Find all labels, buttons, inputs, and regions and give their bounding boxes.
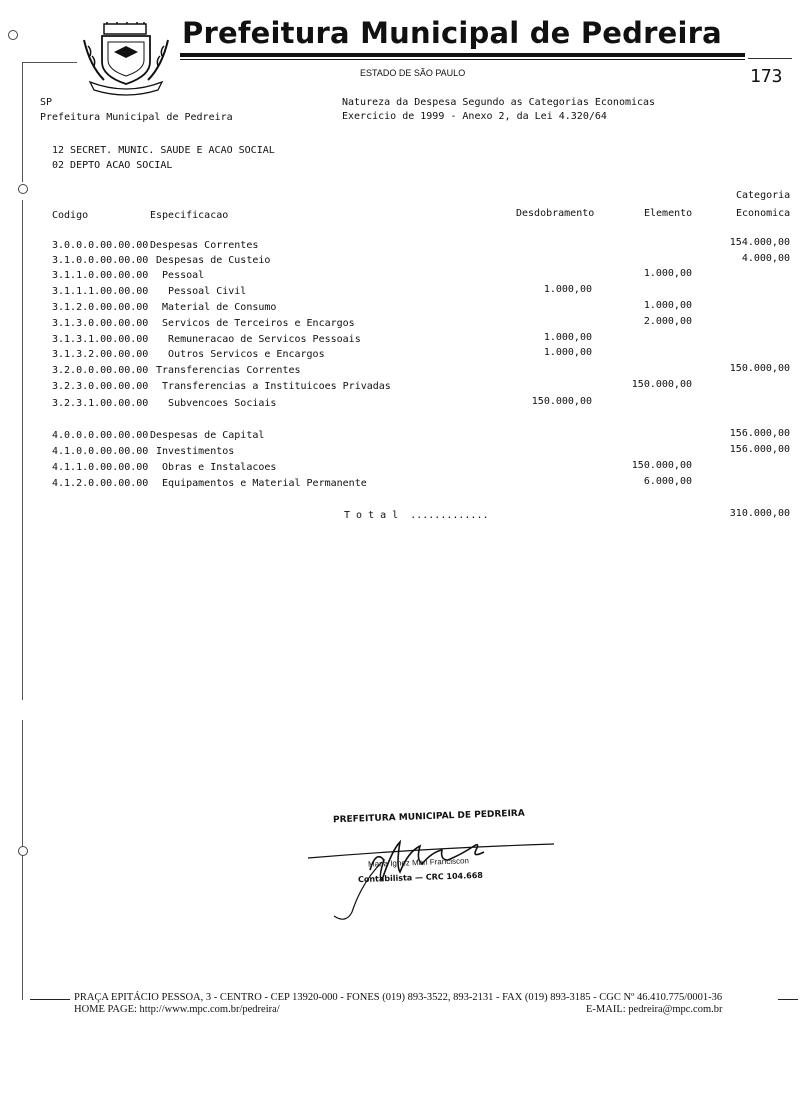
footer-rule-right [778, 999, 798, 1000]
entity-name: Prefeitura Municipal de Pedreira [40, 112, 233, 123]
row-spec: Despesas de Custeio [150, 255, 271, 266]
row-breakdown: 1.000,00 [543, 347, 592, 358]
row-code: 3.0.0.0.00.00.00 [52, 240, 149, 251]
state-code: SP [40, 97, 53, 108]
footer-homepage: HOME PAGE: http://www.mpc.com.br/pedreira/ [74, 1004, 280, 1015]
margin-line [22, 62, 23, 182]
row-spec: Servicos de Terceiros e Encargos [150, 318, 355, 329]
row-spec: Equipamentos e Material Permanente [150, 478, 367, 489]
row-code: 3.1.3.1.00.00.00 [52, 334, 149, 345]
margin-line [22, 720, 23, 1000]
punch-hole [18, 846, 28, 856]
column-header-breakdown: Desdobramento [516, 208, 595, 219]
budget-unit: 12 SECRET. MUNIC. SAUDE E ACAO SOCIAL [52, 145, 275, 156]
row-code: 3.2.3.1.00.00.00 [52, 398, 149, 409]
footer-rule-left [30, 999, 70, 1000]
column-header-category: Categoria [736, 190, 791, 201]
margin-line [22, 200, 23, 700]
margin-bracket [22, 62, 77, 63]
signatory-role: Contabilista — CRC 104.668 [357, 870, 484, 885]
column-header-element: Elemento [644, 208, 693, 219]
row-element: 150.000,00 [631, 460, 692, 471]
punch-hole [8, 30, 18, 40]
row-code: 4.1.2.0.00.00.00 [52, 478, 149, 489]
row-spec: Despesas Correntes [150, 240, 259, 251]
row-code: 3.1.2.0.00.00.00 [52, 302, 149, 313]
row-spec: Obras e Instalacoes [150, 462, 277, 473]
row-code: 3.1.1.1.00.00.00 [52, 286, 149, 297]
row-code: 3.1.1.0.00.00.00 [52, 270, 149, 281]
row-category: 150.000,00 [729, 363, 790, 374]
page-title: Prefeitura Municipal de Pedreira [182, 16, 722, 50]
row-spec: Pessoal Civil [150, 286, 247, 297]
total-value: 310.000,00 [729, 508, 790, 519]
row-element: 1.000,00 [643, 300, 692, 311]
row-spec: Subvencoes Sociais [150, 398, 277, 409]
row-spec: Transferencias Correntes [150, 365, 301, 376]
row-code: 3.2.3.0.00.00.00 [52, 381, 149, 392]
row-spec: Pessoal [150, 270, 205, 281]
column-header-spec: Especificacao [150, 210, 229, 221]
row-code: 4.1.0.0.00.00.00 [52, 446, 149, 457]
row-spec: Transferencias a Instituicoes Privadas [150, 381, 391, 392]
state-label: ESTADO DE SÃO PAULO [360, 68, 466, 78]
row-code: 3.1.0.0.00.00.00 [52, 255, 149, 266]
row-spec: Outros Servicos e Encargos [150, 349, 325, 360]
row-spec: Despesas de Capital [150, 430, 265, 441]
row-element: 2.000,00 [643, 316, 692, 327]
row-code: 3.1.3.0.00.00.00 [52, 318, 149, 329]
row-code: 3.2.0.0.00.00.00 [52, 365, 149, 376]
row-spec: Material de Consumo [150, 302, 277, 313]
row-category: 156.000,00 [729, 444, 790, 455]
page-number: 173 [750, 66, 783, 87]
row-category: 4.000,00 [741, 253, 790, 264]
total-label: T o t a l ............. [344, 510, 489, 521]
row-element: 6.000,00 [643, 476, 692, 487]
row-code: 4.1.1.0.00.00.00 [52, 462, 149, 473]
row-breakdown: 1.000,00 [543, 332, 592, 343]
report-subject: Natureza da Despesa Segundo as Categorias Economicas [342, 97, 656, 108]
row-code: 3.1.3.2.00.00.00 [52, 349, 149, 360]
title-rule [180, 53, 745, 57]
punch-hole [18, 184, 28, 194]
row-element: 150.000,00 [631, 379, 692, 390]
signatory-name: Maria Ignez Mari Franciscon [367, 856, 470, 869]
row-category: 154.000,00 [729, 237, 790, 248]
row-code: 4.0.0.0.00.00.00 [52, 430, 149, 441]
city-coat-of-arms [80, 22, 172, 101]
column-header-code: Codigo [52, 210, 89, 221]
row-spec: Investimentos [150, 446, 235, 457]
footer-email: E-MAIL: pedreira@mpc.com.br [586, 1004, 723, 1015]
footer-address: PRAÇA EPITÁCIO PESSOA, 3 - CENTRO - CEP 13920-000 - FONES (019) 893-3522, 893-2131 - FAX (019) 893-3185 - CGC Nº 46.410.775/0001-36 [74, 992, 723, 1003]
row-breakdown: 1.000,00 [543, 284, 592, 295]
row-element: 1.000,00 [643, 268, 692, 279]
title-rule-thin [180, 59, 745, 60]
row-category: 156.000,00 [729, 428, 790, 439]
budget-subunit: 02 DEPTO ACAO SOCIAL [52, 160, 173, 171]
row-breakdown: 150.000,00 [531, 396, 592, 407]
column-header-category-2: Economica [736, 208, 791, 219]
row-spec: Remuneracao de Servicos Pessoais [150, 334, 361, 345]
signature-office: PREFEITURA MUNICIPAL DE PEDREIRA [332, 808, 525, 826]
report-exercise: Exercicio de 1999 - Anexo 2, da Lei 4.320/64 [342, 111, 607, 122]
page-number-rule [748, 58, 792, 59]
